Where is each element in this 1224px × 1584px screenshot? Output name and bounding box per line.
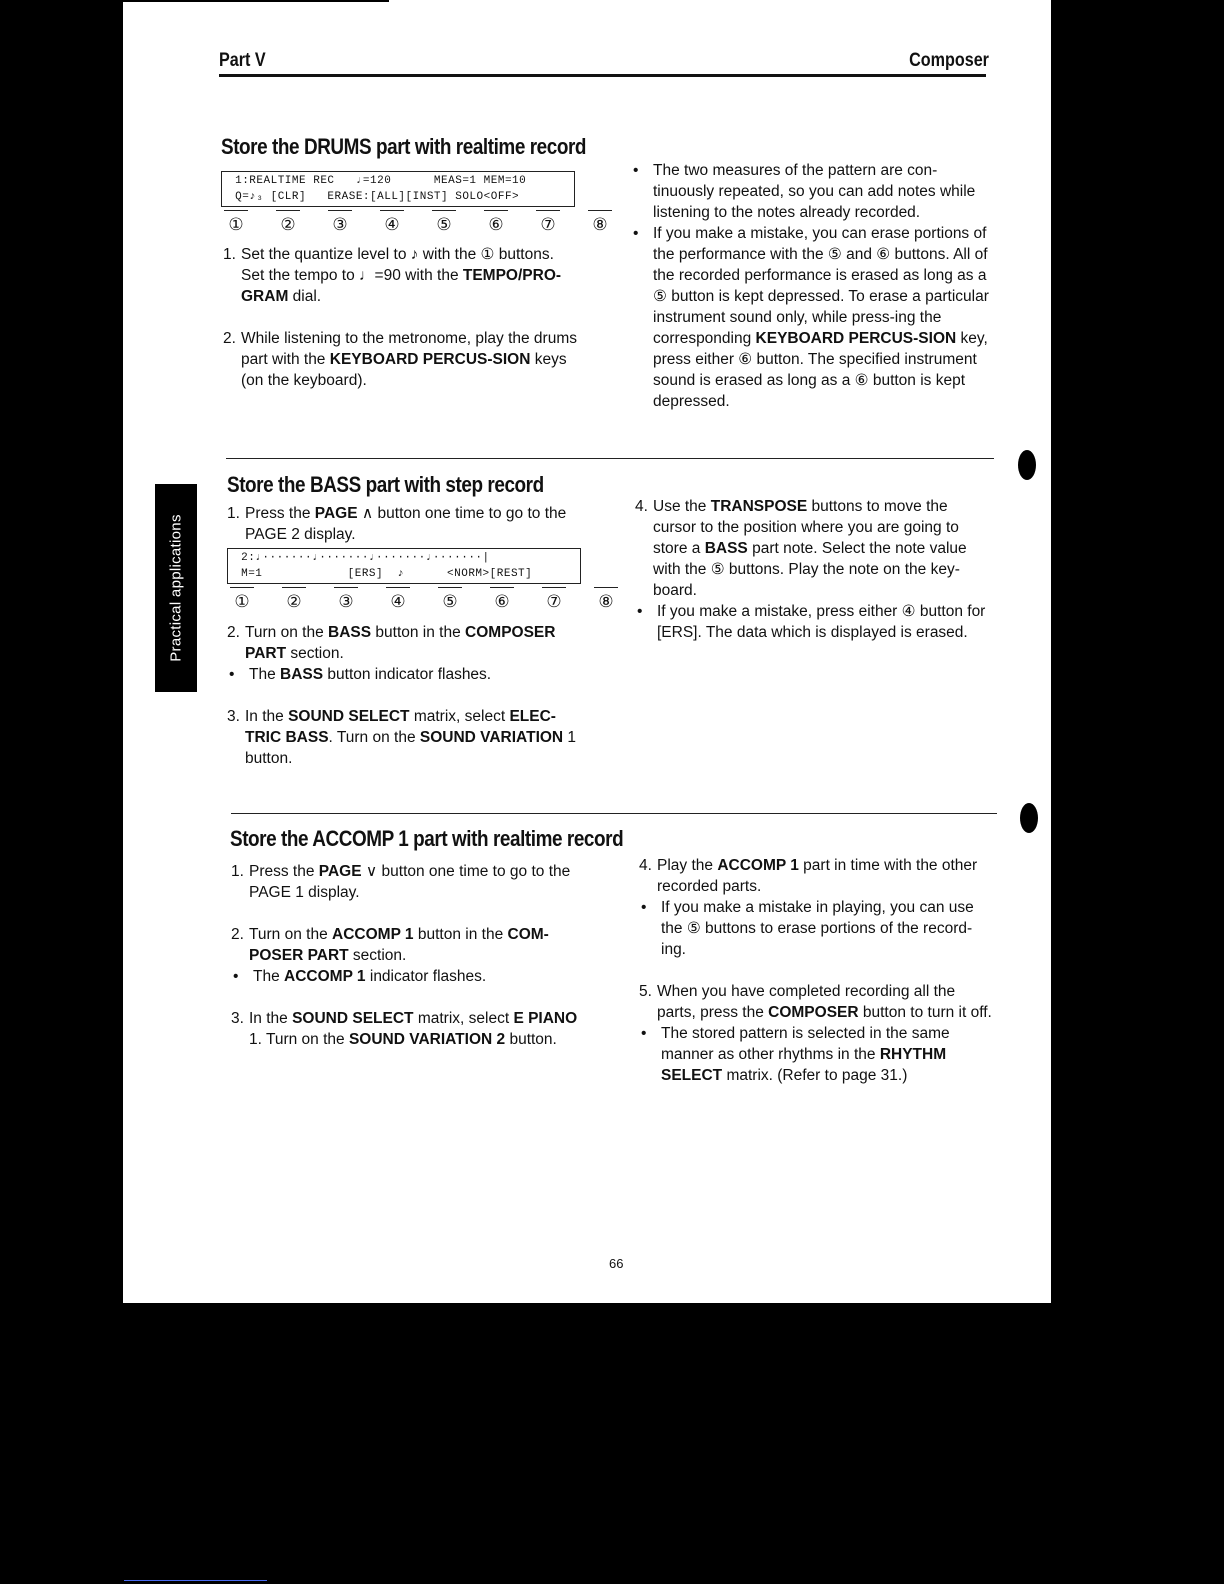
bullet: • If you make a mistake in playing, you can use the ⑤ buttons to erase portions of the record-ing. bbox=[641, 899, 974, 958]
bullet: • The ACCOMP 1 indicator flashes. bbox=[233, 968, 487, 985]
drums-left-column bbox=[223, 244, 581, 391]
section-divider bbox=[231, 813, 997, 814]
button-6-label: ⑥ bbox=[476, 592, 528, 612]
button-3-label: ③ bbox=[320, 592, 372, 612]
step: 4. Play the ACCOMP 1 part in time with the other recorded parts. bbox=[639, 857, 978, 895]
button-row-drums bbox=[210, 215, 626, 235]
button-1-label: ① bbox=[216, 592, 268, 612]
button-2-label: ② bbox=[268, 592, 320, 612]
manual-page bbox=[123, 0, 1051, 1303]
section-title-accomp: Store the ACCOMP 1 part with realtime record bbox=[230, 826, 624, 851]
button-5-label: ⑤ bbox=[418, 215, 470, 235]
button-4-label: ④ bbox=[372, 592, 424, 612]
bullet: • The two measures of the pattern are con-tinuously repeated, so you can add notes while listening to the notes already recorded. bbox=[633, 162, 976, 221]
step: 1. Press the PAGE ∨ button one time to go to the PAGE 1 display. bbox=[231, 863, 571, 901]
step: 2. Turn on the BASS button in the COMPOSER PART section. bbox=[227, 624, 556, 662]
side-tab-label: Practical applications bbox=[167, 514, 185, 662]
section-divider bbox=[226, 458, 994, 459]
button-6-label: ⑥ bbox=[470, 215, 522, 235]
bullet-dot-marker bbox=[1018, 450, 1036, 480]
button-7-label: ⑦ bbox=[522, 215, 574, 235]
button-3-label: ③ bbox=[314, 215, 366, 235]
bass-step1 bbox=[227, 503, 585, 545]
part-label: Part V bbox=[219, 50, 266, 71]
button-1-label: ① bbox=[210, 215, 262, 235]
lcd-line: 2:♩·······♩·······♩·······♩·······| bbox=[234, 552, 490, 564]
step: 1. Set the quantize level to ♪ with the ① buttons. Set the tempo to ♩=90 with the TEMPO/PRO-GRAM dial. bbox=[223, 246, 562, 305]
bass-right-column bbox=[635, 496, 995, 643]
lcd-line: Q=♪₃ [CLR] ERASE:[ALL][INST] SOLO<OFF> bbox=[228, 191, 520, 203]
accomp-right-column bbox=[639, 855, 997, 1086]
step: 2. Turn on the ACCOMP 1 button in the COM-POSER PART section. bbox=[231, 926, 549, 964]
lcd-line: M=1 [ERS] ♪ <NORM>[REST] bbox=[234, 568, 533, 580]
bullet: • If you make a mistake, you can erase portions of the performance with the ⑤ and ⑥ buttons. All of the recorded performance is erased as long as a ⑤ button is kept depressed. To erase a particular instrument sound only, while press-ing the corresponding KEYBOARD PERCUS-SION key, press either ⑥ button. The specified instrument sound is erased as long as a ⑥ button is kept depressed. bbox=[633, 225, 989, 410]
step: 5. When you have completed recording all the parts, press the COMPOSER button to turn it off. bbox=[639, 983, 992, 1021]
button-8-label: ⑧ bbox=[574, 215, 626, 235]
bullet: • The stored pattern is selected in the same manner as other rhythms in the RHYTHM SELECT matrix. (Refer to page 31.) bbox=[641, 1025, 950, 1084]
button-8-label: ⑧ bbox=[580, 592, 632, 612]
bass-left-column bbox=[227, 622, 585, 769]
bullet-dot-marker bbox=[1020, 803, 1038, 833]
button-4-label: ④ bbox=[366, 215, 418, 235]
step: 3. In the SOUND SELECT matrix, select E PIANO 1. Turn on the SOUND VARIATION 2 button. bbox=[231, 1010, 578, 1048]
step: 2. While listening to the metronome, play the drums part with the KEYBOARD PERCUS-SION keys (on the keyboard). bbox=[223, 330, 577, 389]
lcd-line: 1:REALTIME REC ♩=120 MEAS=1 MEM=10 bbox=[228, 175, 527, 187]
scan-edge-line bbox=[123, 0, 389, 2]
button-5-label: ⑤ bbox=[424, 592, 476, 612]
scan-edge-line bbox=[124, 1580, 267, 1581]
bullet: • The BASS button indicator flashes. bbox=[229, 666, 492, 683]
header-rule bbox=[219, 74, 986, 77]
step: 4. Use the TRANSPOSE buttons to move the cursor to the position where you are going to store a BASS part note. Select the note value with the ⑤ buttons. Play the note on the key-board. bbox=[635, 498, 967, 599]
drums-right-column bbox=[631, 160, 993, 412]
button-2-label: ② bbox=[262, 215, 314, 235]
lcd-display-bass bbox=[227, 548, 581, 584]
step: 1. Press the PAGE ∧ button one time to go to the PAGE 2 display. bbox=[227, 505, 567, 543]
page-number: 66 bbox=[609, 1256, 624, 1271]
accomp-left-column bbox=[231, 861, 591, 1050]
button-row-bass bbox=[216, 592, 632, 612]
button-7-label: ⑦ bbox=[528, 592, 580, 612]
side-tab bbox=[155, 484, 197, 692]
lcd-display-drums bbox=[221, 171, 575, 207]
chapter-title: Composer bbox=[909, 50, 989, 71]
section-title-drums: Store the DRUMS part with realtime record bbox=[221, 134, 587, 159]
section-title-bass: Store the BASS part with step record bbox=[227, 472, 544, 497]
bullet: • If you make a mistake, press either ④ button for [ERS]. The data which is displayed is erased. bbox=[637, 603, 986, 641]
step: 3. In the SOUND SELECT matrix, select ELEC-TRIC BASS. Turn on the SOUND VARIATION 1 button. bbox=[227, 708, 577, 767]
